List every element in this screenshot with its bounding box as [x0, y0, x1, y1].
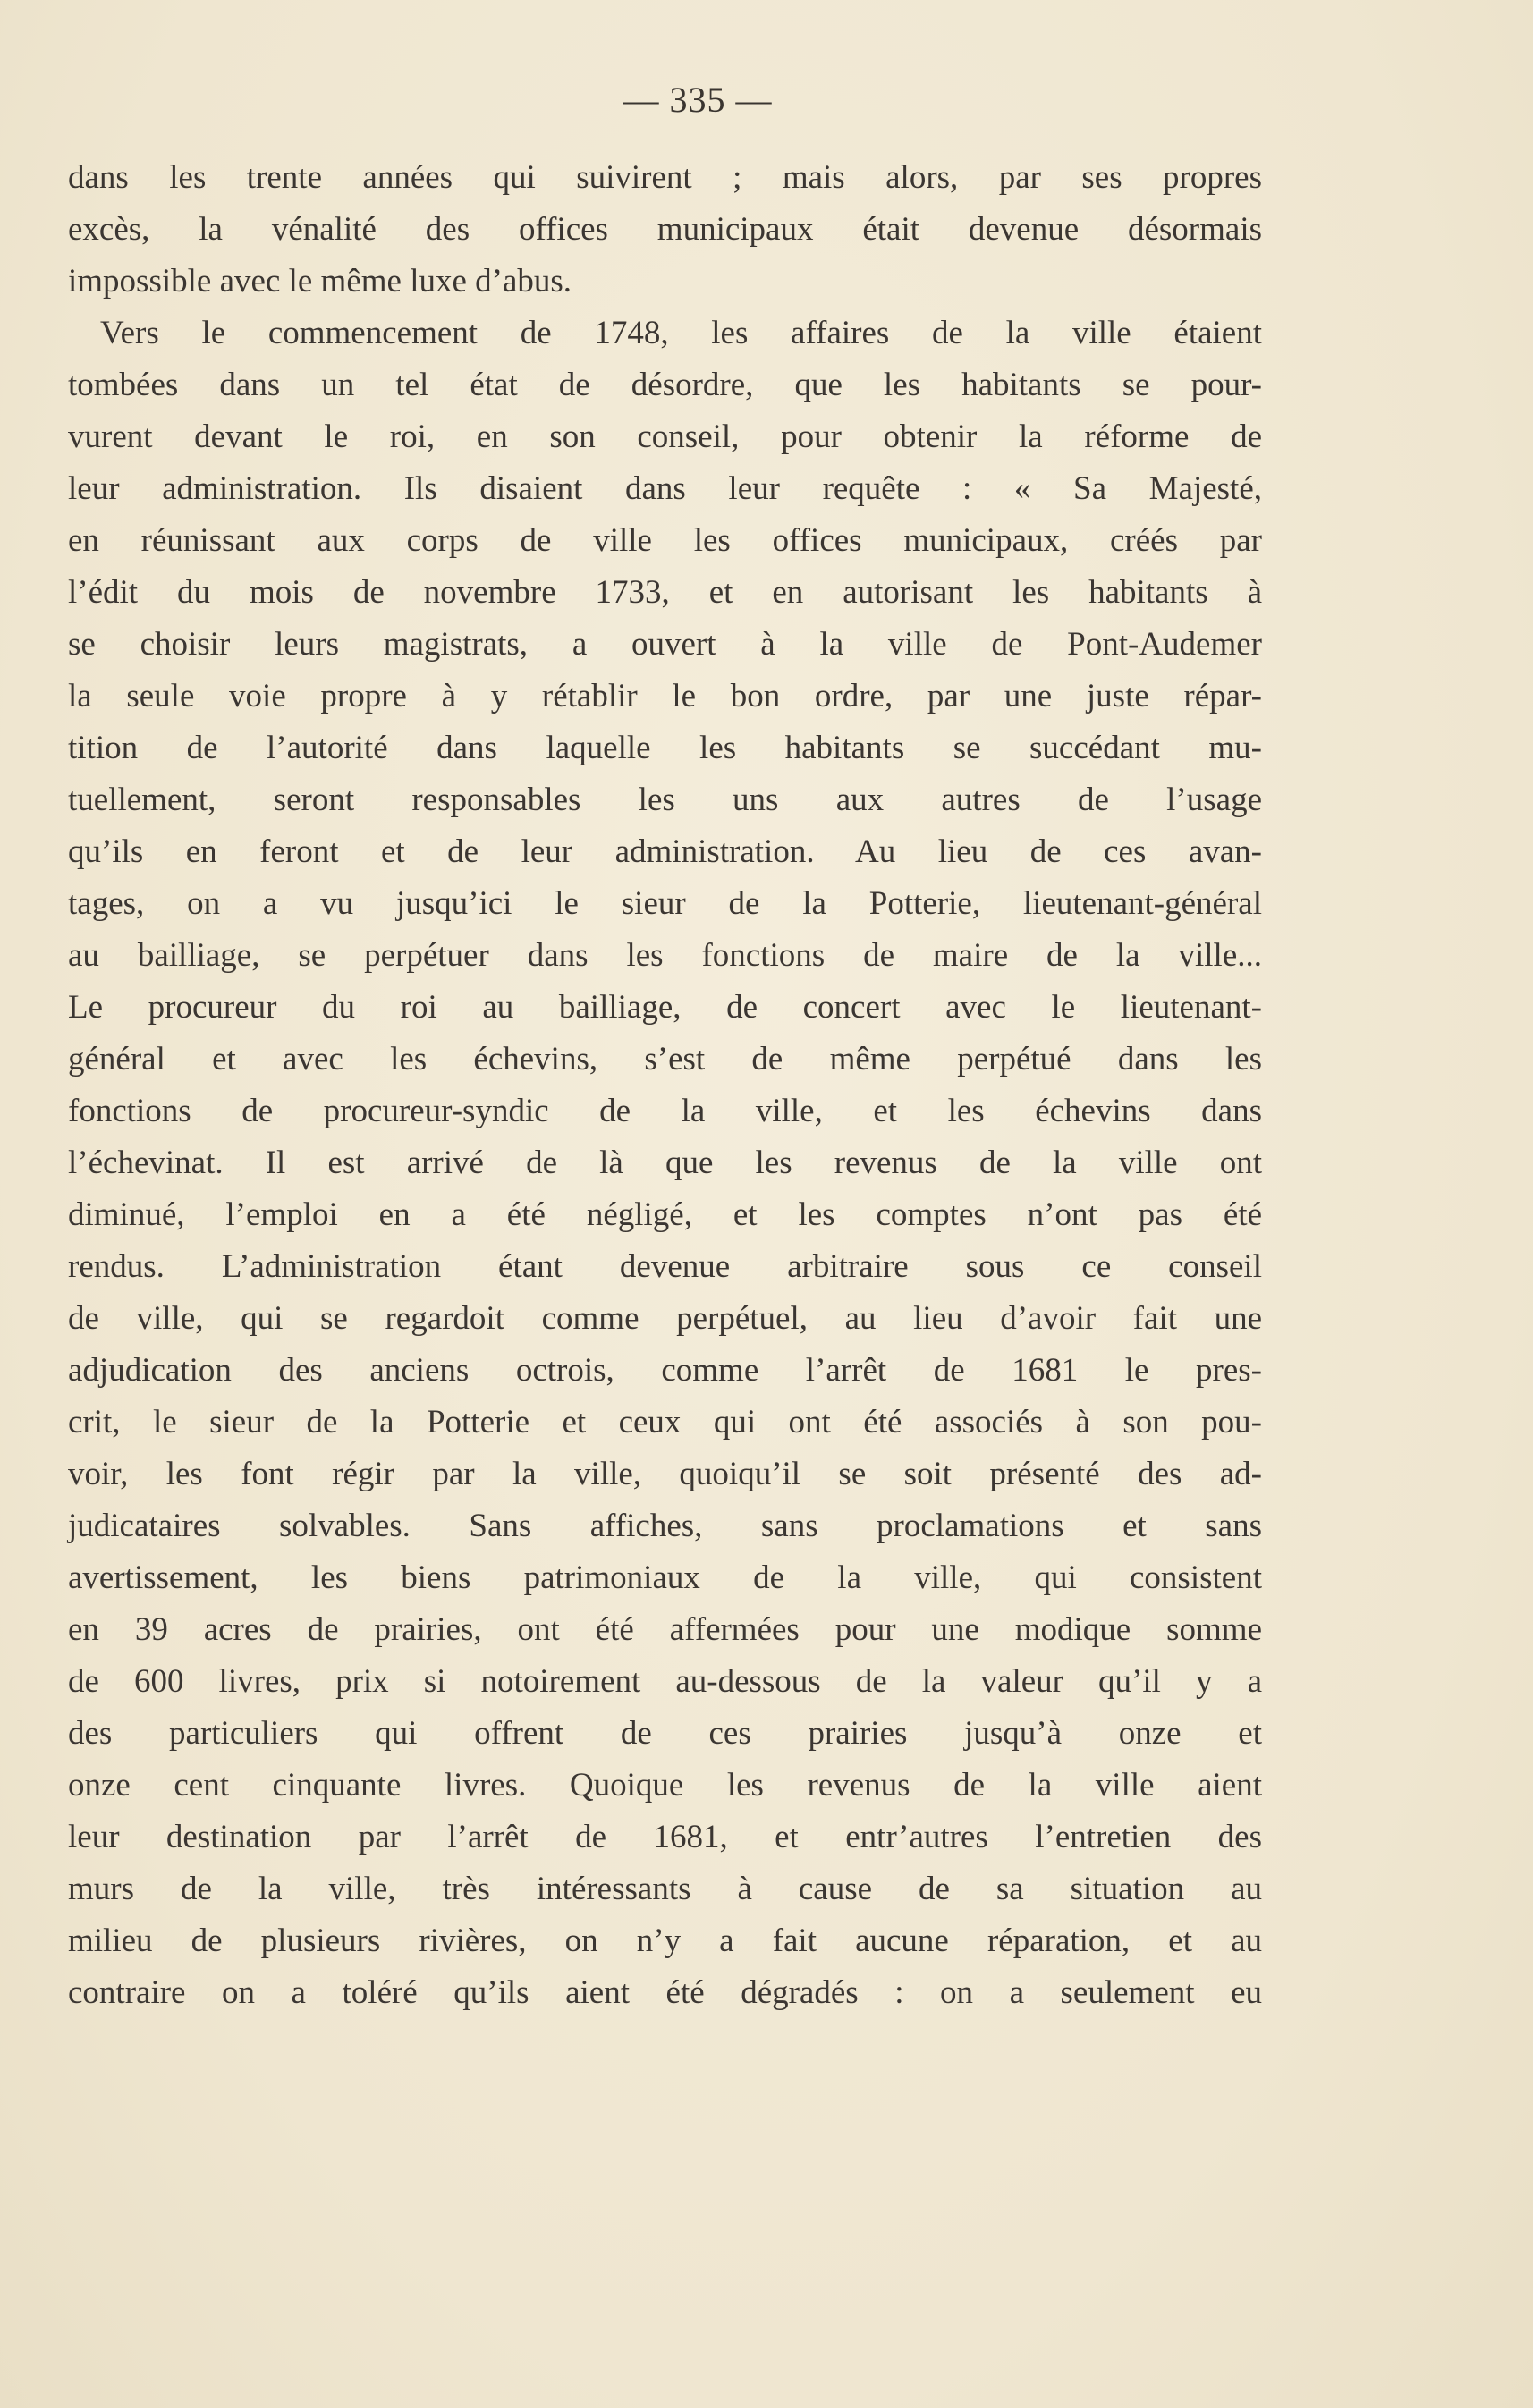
- text-line: crit, le sieur de la Potterie et ceux qui ont été associés à son pou-: [68, 1404, 1262, 1441]
- text-line: avertissement, les biens patrimoniaux de la ville, qui consistent: [68, 1559, 1262, 1596]
- text-line: Le procureur du roi au bailliage, de concert avec le lieutenant-: [68, 989, 1262, 1026]
- text-line: vurent devant le roi, en son conseil, pour obtenir la réforme de: [68, 418, 1262, 455]
- text-line: au bailliage, se perpétuer dans les fonctions de maire de la ville...: [68, 937, 1262, 974]
- text-line: tombées dans un tel état de désordre, que les habitants se pour-: [68, 367, 1262, 403]
- text-line: impossible avec le même luxe d’abus.: [68, 263, 572, 300]
- text-line: leur destination par l’arrêt de 1681, et entr’autres l’entretien des: [68, 1819, 1262, 1855]
- text-line: leur administration. Ils disaient dans leur requête : « Sa Majesté,: [68, 470, 1262, 507]
- text-line: qu’ils en feront et de leur administration. Au lieu de ces avan-: [68, 833, 1262, 870]
- text-line: tages, on a vu jusqu’ici le sieur de la Potterie, lieutenant-général: [68, 885, 1262, 922]
- text-line: se choisir leurs magistrats, a ouvert à la ville de Pont-Audemer: [68, 626, 1262, 663]
- text-line: milieu de plusieurs rivières, on n’y a fait aucune réparation, et au: [68, 1922, 1262, 1959]
- text-line: tition de l’autorité dans laquelle les habitants se succédant mu-: [68, 730, 1262, 766]
- text-line: onze cent cinquante livres. Quoique les revenus de la ville aient: [68, 1767, 1262, 1804]
- text-line: adjudication des anciens octrois, comme l’arrêt de 1681 le pres-: [68, 1352, 1262, 1389]
- text-line: contraire on a toléré qu’ils aient été dégradés : on a seulement eu: [68, 1974, 1262, 2011]
- text-line: de 600 livres, prix si notoirement au-dessous de la valeur qu’il y a: [68, 1663, 1262, 1700]
- page-number: — 335 —: [623, 80, 773, 120]
- text-line: tuellement, seront responsables les uns aux autres de l’usage: [68, 782, 1262, 818]
- text-line: rendus. L’administration étant devenue arbitraire sous ce conseil: [68, 1248, 1262, 1285]
- text-line: général et avec les échevins, s’est de même perpétué dans les: [68, 1041, 1262, 1077]
- text-line: l’échevinat. Il est arrivé de là que les revenus de la ville ont: [68, 1145, 1262, 1181]
- text-line: judicataires solvables. Sans affiches, sans proclamations et sans: [68, 1508, 1262, 1544]
- text-line: dans les trente années qui suivirent ; mais alors, par ses propres: [68, 159, 1262, 196]
- text-line: excès, la vénalité des offices municipaux était devenue désormais: [68, 211, 1262, 248]
- text-line: l’édit du mois de novembre 1733, et en autorisant les habitants à: [68, 574, 1262, 611]
- text-line: fonctions de procureur-syndic de la ville, et les échevins dans: [68, 1093, 1262, 1129]
- text-line: de ville, qui se regardoit comme perpétuel, au lieu d’avoir fait une: [68, 1300, 1262, 1337]
- text-line: murs de la ville, très intéressants à cause de sa situation au: [68, 1871, 1262, 1907]
- text-line: en 39 acres de prairies, ont été affermées pour une modique somme: [68, 1611, 1262, 1648]
- text-line: en réunissant aux corps de ville les offices municipaux, créés par: [68, 522, 1262, 559]
- text-line: Vers le commencement de 1748, les affaires de la ville étaient: [100, 315, 1262, 351]
- text-line: des particuliers qui offrent de ces prairies jusqu’à onze et: [68, 1715, 1262, 1752]
- text-line: la seule voie propre à y rétablir le bon ordre, par une juste répar-: [68, 678, 1262, 714]
- body-text: [68, 152, 1262, 2019]
- text-line: voir, les font régir par la ville, quoiqu’il se soit présenté des ad-: [68, 1456, 1262, 1492]
- text-line: diminué, l’emploi en a été négligé, et les comptes n’ont pas été: [68, 1196, 1262, 1233]
